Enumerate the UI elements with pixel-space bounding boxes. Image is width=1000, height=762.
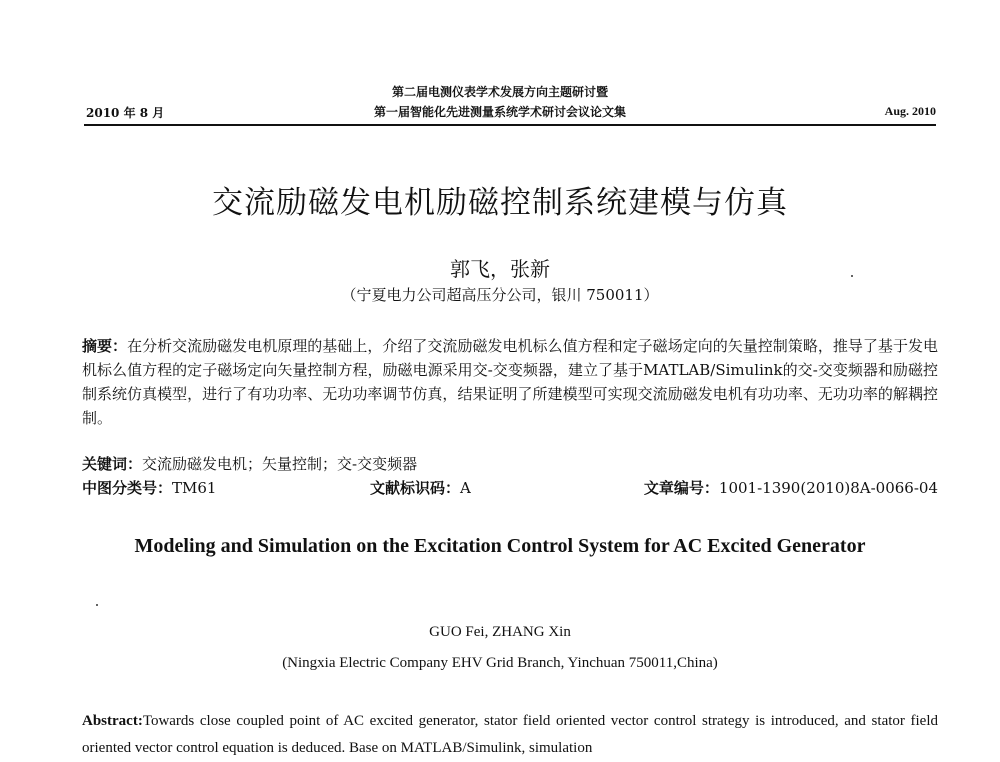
article-value: 1001-1390(2010)8A-0066-04 (718, 479, 938, 497)
abstract-en (82, 708, 938, 762)
clc-number (82, 477, 216, 498)
doc-value: A (460, 479, 471, 497)
clc-label: 中图分类号： (82, 479, 173, 497)
keywords-cn (82, 453, 417, 474)
conference-line-1: 第二届电测仪表学术发展方向主题研讨暨 (391, 85, 608, 99)
authors-cn: 郭飞，张新 (450, 257, 550, 281)
keywords-text: 交流励磁发电机；矢量控制；交-交变频器 (142, 455, 418, 473)
header-date-cn: 2010 年 8 月 (86, 106, 165, 120)
affiliation-en: (Ningxia Electric Company EHV Grid Branch, Yinchuan 750011,China) (282, 655, 718, 671)
document-code (370, 477, 471, 498)
abstract-en-text: Towards close coupled point of AC excited generator, stator field oriented vector control strategy is introduced, and stator field oriented vector control equation is deduced. Base on MATLAB/Simulink, simulation (82, 713, 938, 756)
conference-line-2: 第一届智能化先进测量系统学术研讨会议论文集 (373, 105, 626, 119)
title-cn: 交流励磁发电机励磁控制系统建模与仿真 (212, 185, 788, 221)
authors-en: GUO Fei, ZHANG Xin (429, 624, 571, 640)
article-label: 文章编号： (643, 479, 719, 497)
scan-speck (851, 275, 853, 277)
doc-label: 文献标识码： (370, 479, 461, 497)
keywords-label: 关键词： (82, 455, 143, 473)
title-en: Modeling and Simulation on the Excitation Control System for AC Excited Generator (134, 535, 866, 557)
affiliation-cn: （宁夏电力公司超高压分公司，银川 750011） (341, 286, 659, 304)
abstract-cn-label: 摘要： (82, 337, 128, 355)
abstract-cn-text: 在分析交流励磁发电机原理的基础上，介绍了交流励磁发电机标么值方程和定子磁场定向的矢量控制策略，推导了基于发电机标么值方程的定子磁场定向矢量控制方程，励磁电源采用交-交变频器，建立了基于MATLAB/Simulink的交-交变频器和励磁控制系统仿真模型，进行了有功功率、无功功率调节仿真，结果证明了所建模型可实现交流励磁发电机有功功率、无功功率的解耦控制。 (82, 337, 938, 427)
article-number (644, 477, 938, 498)
header-rule (84, 124, 936, 126)
clc-value: TM61 (172, 479, 217, 497)
abstract-en-label: Abstract: (82, 713, 143, 729)
classification-row (82, 477, 938, 499)
scan-speck (96, 604, 98, 606)
header-date-en: Aug. 2010 (884, 104, 936, 118)
abstract-cn (82, 334, 938, 430)
